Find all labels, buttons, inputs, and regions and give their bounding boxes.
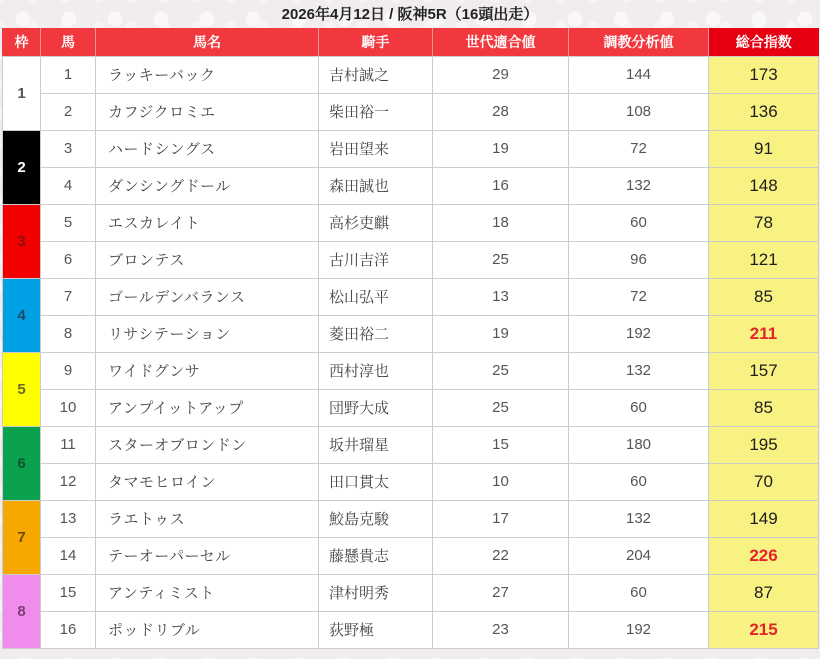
table-row <box>3 352 819 389</box>
horse-number-cell: 9 <box>41 352 96 389</box>
horse-name-cell: アンプイットアップ <box>96 389 319 426</box>
horse-number-cell: 2 <box>41 93 96 130</box>
table-row <box>3 463 819 500</box>
jockey-cell: 団野大成 <box>319 389 433 426</box>
gen-fit-value-cell: 25 <box>433 241 569 278</box>
training-analysis-value-cell: 60 <box>569 389 709 426</box>
total-index-cell: 157 <box>709 352 819 389</box>
training-analysis-value-cell: 60 <box>569 204 709 241</box>
horse-number-cell: 1 <box>41 56 96 93</box>
horse-name-cell: テーオーパーセル <box>96 537 319 574</box>
gen-fit-value-cell: 15 <box>433 426 569 463</box>
col-header-gen-fit-value: 世代適合値 <box>433 28 569 56</box>
col-header-frame: 枠 <box>3 28 41 56</box>
jockey-cell: 荻野極 <box>319 611 433 648</box>
horse-name-cell: アンティミスト <box>96 574 319 611</box>
jockey-cell: 柴田裕一 <box>319 93 433 130</box>
jockey-cell: 吉村誠之 <box>319 56 433 93</box>
horse-number-cell: 13 <box>41 500 96 537</box>
total-index-cell: 121 <box>709 241 819 278</box>
frame-cell: 5 <box>3 352 41 426</box>
gen-fit-value-cell: 28 <box>433 93 569 130</box>
training-analysis-value-cell: 132 <box>569 500 709 537</box>
gen-fit-value-cell: 29 <box>433 56 569 93</box>
training-analysis-value-cell: 96 <box>569 241 709 278</box>
table-row <box>3 278 819 315</box>
gen-fit-value-cell: 27 <box>433 574 569 611</box>
total-index-cell: 136 <box>709 93 819 130</box>
training-analysis-value-cell: 60 <box>569 463 709 500</box>
frame-cell: 6 <box>3 426 41 500</box>
table-row <box>3 315 819 352</box>
total-index-cell: 195 <box>709 426 819 463</box>
horse-number-cell: 16 <box>41 611 96 648</box>
table-row <box>3 574 819 611</box>
total-index-cell: 70 <box>709 463 819 500</box>
total-index-cell: 226 <box>709 537 819 574</box>
horse-number-cell: 4 <box>41 167 96 204</box>
gen-fit-value-cell: 22 <box>433 537 569 574</box>
horse-number-cell: 8 <box>41 315 96 352</box>
jockey-cell: 松山弘平 <box>319 278 433 315</box>
gen-fit-value-cell: 19 <box>433 315 569 352</box>
jockey-cell: 津村明秀 <box>319 574 433 611</box>
horse-number-cell: 10 <box>41 389 96 426</box>
training-analysis-value-cell: 108 <box>569 93 709 130</box>
table-row <box>3 167 819 204</box>
frame-cell: 4 <box>3 278 41 352</box>
table-row <box>3 130 819 167</box>
horse-name-cell: スターオブロンドン <box>96 426 319 463</box>
gen-fit-value-cell: 19 <box>433 130 569 167</box>
table-header-row <box>3 28 819 56</box>
table-row <box>3 56 819 93</box>
jockey-cell: 西村淳也 <box>319 352 433 389</box>
total-index-cell: 91 <box>709 130 819 167</box>
table-row <box>3 426 819 463</box>
table-row <box>3 204 819 241</box>
horse-name-cell: ダンシングドール <box>96 167 319 204</box>
jockey-cell: 岩田望来 <box>319 130 433 167</box>
gen-fit-value-cell: 25 <box>433 389 569 426</box>
training-analysis-value-cell: 192 <box>569 315 709 352</box>
horse-name-cell: タマモヒロイン <box>96 463 319 500</box>
training-analysis-value-cell: 72 <box>569 278 709 315</box>
frame-cell: 1 <box>3 56 41 130</box>
horse-number-cell: 7 <box>41 278 96 315</box>
training-analysis-value-cell: 72 <box>569 130 709 167</box>
jockey-cell: 森田誠也 <box>319 167 433 204</box>
horse-name-cell: ラエトゥス <box>96 500 319 537</box>
horse-name-cell: ブロンテス <box>96 241 319 278</box>
training-analysis-value-cell: 192 <box>569 611 709 648</box>
training-analysis-value-cell: 204 <box>569 537 709 574</box>
total-index-cell: 78 <box>709 204 819 241</box>
frame-cell: 8 <box>3 574 41 648</box>
horse-name-cell: リサシテーション <box>96 315 319 352</box>
col-header-horse-name: 馬名 <box>96 28 319 56</box>
gen-fit-value-cell: 23 <box>433 611 569 648</box>
race-entry-table <box>2 28 819 649</box>
gen-fit-value-cell: 13 <box>433 278 569 315</box>
total-index-cell: 87 <box>709 574 819 611</box>
horse-name-cell: ポッドリブル <box>96 611 319 648</box>
horse-number-cell: 15 <box>41 574 96 611</box>
total-index-cell: 211 <box>709 315 819 352</box>
table-row <box>3 500 819 537</box>
jockey-cell: 高杉吏麒 <box>319 204 433 241</box>
jockey-cell: 坂井瑠星 <box>319 426 433 463</box>
table-row <box>3 389 819 426</box>
total-index-cell: 85 <box>709 278 819 315</box>
horse-name-cell: ラッキーバック <box>96 56 319 93</box>
horse-name-cell: ハードシングス <box>96 130 319 167</box>
table-row <box>3 241 819 278</box>
horse-number-cell: 11 <box>41 426 96 463</box>
gen-fit-value-cell: 17 <box>433 500 569 537</box>
jockey-cell: 田口貫太 <box>319 463 433 500</box>
horse-number-cell: 6 <box>41 241 96 278</box>
frame-cell: 7 <box>3 500 41 574</box>
horse-name-cell: ワイドグンサ <box>96 352 319 389</box>
gen-fit-value-cell: 25 <box>433 352 569 389</box>
horse-name-cell: ゴールデンバランス <box>96 278 319 315</box>
page-title: 2026年4月12日 / 阪神5R（16頭出走） <box>281 6 539 23</box>
horse-name-cell: エスカレイト <box>96 204 319 241</box>
jockey-cell: 古川吉洋 <box>319 241 433 278</box>
horse-number-cell: 12 <box>41 463 96 500</box>
jockey-cell: 鮫島克駿 <box>319 500 433 537</box>
gen-fit-value-cell: 18 <box>433 204 569 241</box>
total-index-cell: 148 <box>709 167 819 204</box>
table-row <box>3 537 819 574</box>
horse-number-cell: 3 <box>41 130 96 167</box>
horse-number-cell: 5 <box>41 204 96 241</box>
training-analysis-value-cell: 144 <box>569 56 709 93</box>
jockey-cell: 菱田裕二 <box>319 315 433 352</box>
col-header-training-analysis-value: 調教分析値 <box>569 28 709 56</box>
frame-cell: 2 <box>3 130 41 204</box>
total-index-cell: 215 <box>709 611 819 648</box>
total-index-cell: 85 <box>709 389 819 426</box>
training-analysis-value-cell: 132 <box>569 167 709 204</box>
table-row <box>3 611 819 648</box>
total-index-cell: 149 <box>709 500 819 537</box>
horse-number-cell: 14 <box>41 537 96 574</box>
gen-fit-value-cell: 10 <box>433 463 569 500</box>
frame-cell: 3 <box>3 204 41 278</box>
training-analysis-value-cell: 60 <box>569 574 709 611</box>
training-analysis-value-cell: 180 <box>569 426 709 463</box>
col-header-horse-number: 馬 <box>41 28 96 56</box>
total-index-cell: 173 <box>709 56 819 93</box>
table-row <box>3 93 819 130</box>
col-header-total-index: 総合指数 <box>709 28 819 56</box>
jockey-cell: 藤懸貴志 <box>319 537 433 574</box>
col-header-jockey: 騎手 <box>319 28 433 56</box>
training-analysis-value-cell: 132 <box>569 352 709 389</box>
gen-fit-value-cell: 16 <box>433 167 569 204</box>
horse-name-cell: カフジクロミエ <box>96 93 319 130</box>
